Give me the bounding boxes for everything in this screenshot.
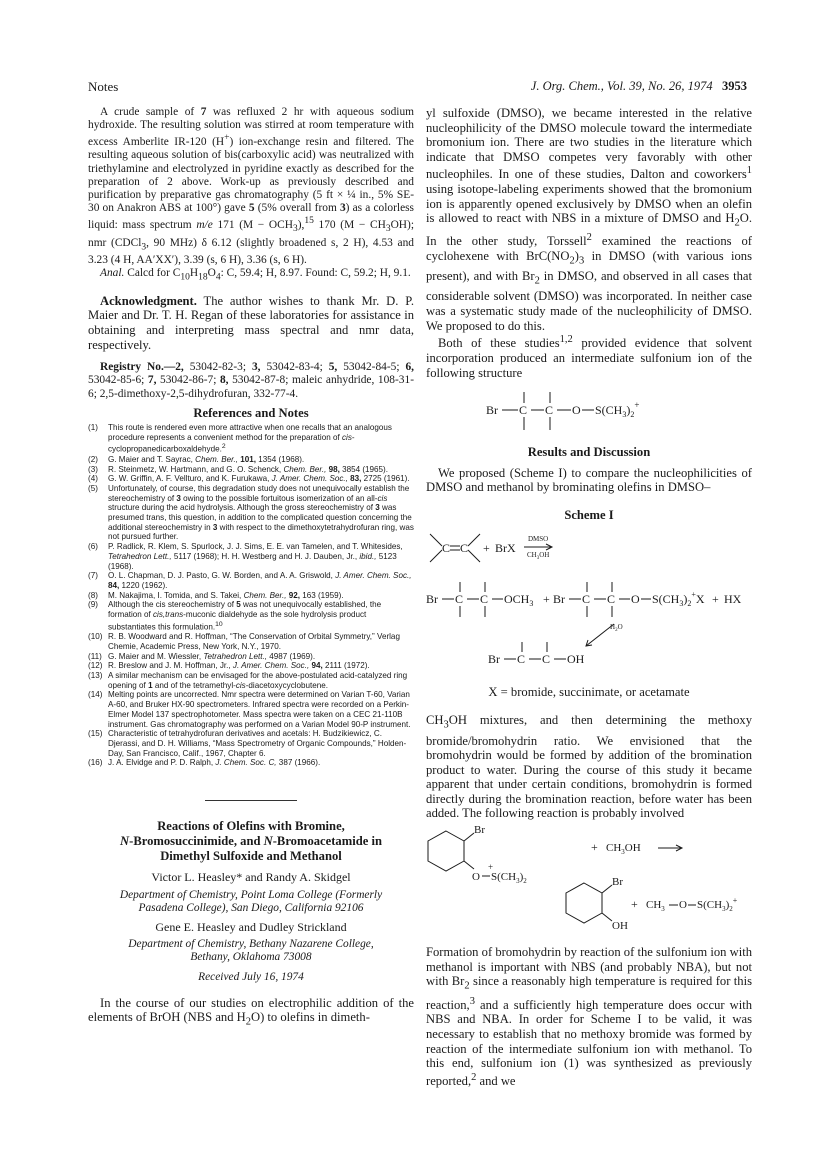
- scheme-brx: BrX: [495, 541, 516, 555]
- reference-number: (9): [88, 600, 98, 610]
- reference-text: R. Breslow and J. M. Hoffman, Jr., J. Amer. Chem. Soc., 94, 2111 (1972).: [108, 661, 370, 671]
- reference-number: (14): [88, 690, 103, 700]
- scheme-dmso: DMSO: [528, 535, 549, 543]
- reaction-product-oh: OH: [612, 920, 628, 933]
- analysis-paragraph: Anal. Calcd for $C_{10}H_{18}O_4$: C, 59.4; H, 8.97. Found: C, 59.2; H, 9.1.: [100, 267, 411, 283]
- reference-item: [88, 729, 414, 758]
- journal-citation: J. Org. Chem., Vol. 39, No. 26, 1974: [530, 79, 713, 93]
- reaction-product-o: O: [679, 899, 687, 912]
- scheme-prod2-br: Br: [553, 592, 565, 606]
- reaction-reactant-br: Br: [474, 824, 485, 837]
- reference-number: (2): [88, 454, 98, 464]
- scheme-prod3-br: Br: [488, 652, 500, 666]
- mixtures-paragraph: $CH_3OH$ mixtures, and then determining the methoxy bromide/bromohydrin ratio. We envisioned that the bromohydrin would be formed by addition of the bromination product to water. During the course of this study it became apparent that under certain conditions, bromohydrin is formed directly during the bromination reaction, before water has been added. The following reaction is probably involved: [426, 713, 752, 821]
- scheme-sulfonium: $S(CH_3)_2^+X$: [652, 590, 705, 608]
- reference-text: Although the cis stereochemistry of 5 was not unequivocally established, the formation of cis,trans-muconic dialdehyde as the sole hydrolysis product substantiates this formulation.$^{10}$: [108, 600, 382, 632]
- scheme-alkene-c1: C: [442, 541, 451, 555]
- reaction-plus-charge: +: [488, 862, 494, 873]
- authors-first: Victor L. Heasley* and Randy A. Skidgel: [151, 870, 351, 885]
- scheme-prod2-o: O: [631, 592, 640, 606]
- reaction-plus-2: +: [631, 897, 638, 912]
- results-heading: Results and Discussion: [527, 445, 651, 460]
- experimental-paragraph: A crude sample of 7 was refluxed 2 hr with aqueous sodium hydroxide. The resulting solution was stirred at room temperature with excess Amberlite IR-120 (H+) ion-exchange resin and filtered. The resulting aqueous solution of bis(carboxylic acid) was neutralized with triethylamine and electrolyzed in pyridine exactly as described for the preparation of 2 above. Work-up as previously described and purification by preparative gas chromatography (5 ft × ¼ in., 5% SE-30 on Anakron ABS at 100°) gave 5 (5% overall from 3) as a colorless liquid: mass spectrum m/e 171 $(M - OCH_3),^{15}$ 170 $(M - CH_3OH)$; nmr (CDCl$_3$, 90 MHz) δ 6.12 (slightly broadened s, 2 H), 4.53 and 3.23 (4 H, AA′XX′), 3.39 (s, 6 H), 3.36 (s, 6 H).: [88, 106, 414, 267]
- reference-number: (12): [88, 661, 103, 671]
- article-title: Reactions of Olefins with Bromine, N-Bromosuccinimide, and N-Bromoacetamide in Dimethyl Sulfoxide and Methanol: [120, 819, 382, 863]
- section-label: Notes: [88, 79, 119, 94]
- struct-o: O: [572, 403, 581, 418]
- references-list: [88, 423, 414, 768]
- reference-item: [88, 632, 414, 651]
- reference-number: (3): [88, 464, 98, 474]
- affiliation-first: Department of Chemistry, Point Loma College (Formerly Pasadena College), San Diego, California 92106: [119, 888, 383, 914]
- authors-second: Gene E. Heasley and Dudley Strickland: [155, 920, 347, 935]
- scheme-intro-paragraph: We proposed (Scheme I) to compare the nucleophilicities of DMSO and methanol by brominating olefins in DMSO–: [426, 465, 752, 495]
- reference-text: J. A. Elvidge and P. D. Ralph, J. Chem. Soc. C, 387 (1966).: [108, 758, 321, 768]
- struct-c1: C: [519, 403, 528, 418]
- intro-paragraph: yl sulfoxide (DMSO), we became interested in the relative nucleophilicity of the DMSO molecule toward the intermediate bromonium ion. There are two studies in the literature which indicate that DMSO competes very favorably with other nucleophiles. In one of these studies, Dalton and coworkers$^1$ using isotope-labeling experiments showed that the bromonium ion is apparently opened exclusively by DMSO when an olefin is allowed to react with NBS in a mixture of DMSO and $H_2O$. In the other study, Torssell$^2$ examined the reactions of cyclohexene with $BrC(NO_2)_3$ in DMSO (with various ions present), and with $Br_2$ in DMSO, and observed in all cases that considerable solvent (DMSO) was incorporated. In neither case was a systematic study made of the nucleophilicity of DMSO. We proposed to do this.: [426, 106, 752, 333]
- reference-number: (5): [88, 483, 98, 493]
- scheme-prod1-c2: C: [480, 592, 489, 606]
- reference-number: (1): [88, 423, 98, 433]
- reference-item: [88, 542, 414, 571]
- reference-number: (6): [88, 542, 98, 552]
- studies-paragraph: Both of these studies$^{1,2}$ provided evidence that solvent incorporation produced an intermediate sulfonium ion of the following structure: [426, 334, 752, 380]
- reference-item: [88, 671, 414, 690]
- scheme-plus-2: +: [543, 592, 550, 606]
- reference-item: [88, 690, 414, 729]
- reference-number: (13): [88, 671, 103, 681]
- reference-item: [88, 661, 414, 671]
- left-column: [88, 106, 414, 1031]
- struct-br: Br: [486, 403, 498, 418]
- scheme-plus: +: [483, 541, 490, 555]
- scheme-prod3-c1: C: [517, 652, 526, 666]
- reference-number: (11): [88, 651, 102, 661]
- running-header: [531, 79, 747, 94]
- opening-paragraph: In the course of our studies on electrophilic addition of the elements of BrOH (NBS and $H_2O$) to olefins in dimeth-: [88, 995, 414, 1028]
- article-divider: [205, 800, 297, 801]
- reference-item: [88, 652, 414, 662]
- sulfonium-structure: [426, 380, 752, 438]
- scheme-x-definition: X = bromide, succinimate, or acetamate: [488, 685, 690, 700]
- scheme-prod2-c1: C: [582, 592, 591, 606]
- reference-number: (8): [88, 590, 98, 600]
- reference-number: (4): [88, 474, 98, 484]
- reaction-ch3: $CH_3$: [646, 899, 665, 914]
- right-column: [426, 106, 752, 1089]
- reference-text: P. Radlick, R. Klem, S. Spurlock, J. J. Sims, E. E. van Tamelen, and T. Whitesides, Tetrahedron Lett., 5117 (1968); H. H. Westberg and H. J. Dauben, Jr., ibid., 5123 (1968).: [108, 542, 403, 571]
- reference-text: A similar mechanism can be envisaged for the above-postulated acid-catalyzed ring opening of 1 and of the tetramethyl-cis-diacetoxycyclobutene.: [108, 671, 408, 690]
- scheme-title: Scheme I: [564, 507, 614, 522]
- reference-item: [88, 484, 414, 542]
- reference-text: R. B. Woodward and R. Hoffman, “The Conservation of Orbital Symmetry,” Verlag Chemie, Academic Press, New York, N.Y., 1970.: [108, 632, 400, 651]
- received-date: Received July 16, 1974: [198, 970, 304, 983]
- page-number: 3953: [722, 79, 747, 93]
- reference-item: [88, 455, 414, 465]
- registry-numbers: Registry No.—2, 53042-82-3; 3, 53042-83-4; 5, 53042-84-5; 6, 53042-85-6; 7, 53042-86-7; 8, 53042-87-8; maleic anhydride, 108-31-6; 2,5-dimethoxy-2,5-dihydrofuran, 332-77-4.: [88, 361, 415, 400]
- reference-text: This route is rendered even more attractive when one recalls that an analogous procedure represents a convenient method for the preparation of cis-cyclopropanedicarboxaldehyde.$^2$: [108, 423, 392, 455]
- references-heading: References and Notes: [193, 405, 309, 420]
- reference-item: [88, 474, 414, 484]
- reference-item: [88, 758, 414, 768]
- reference-number: (10): [88, 632, 103, 642]
- scheme-prod1-br: Br: [426, 592, 438, 606]
- scheme-prod1-c1: C: [455, 592, 464, 606]
- reaction-reactant-s: $S(CH_3)_2$: [491, 871, 527, 886]
- struct-sulfonium: $S(CH_3)_2^+$: [595, 400, 640, 420]
- scheme-ch3oh: $CH_3OH$: [527, 551, 550, 561]
- reference-text: G. W. Griffin, A. F. Vellturo, and K. Furukawa, J. Amer. Chem. Soc., 83, 2725 (1961).: [108, 474, 410, 484]
- reference-item: [88, 571, 414, 590]
- reaction-methanol: $CH_3OH$: [606, 842, 641, 857]
- reference-number: (7): [88, 571, 98, 581]
- scheme-prod2-c2: C: [607, 592, 616, 606]
- reference-text: Melting points are uncorrected. Nmr spectra were determined on Varian T-60, Varian A-60, and Bruker HX-90 spectrometers. Infrared spectra were recorded on a Perkin-Elmer Model 137 spectrophotometer. Mass spectra were taken on a CEC 21-110B instrument. Gas chromatography was performed on a Varian Model 90-P instrument.: [108, 690, 411, 729]
- scheme-alkene-c2: C: [460, 541, 469, 555]
- scheme-h2o: $H_2O$: [610, 623, 623, 633]
- acknowledgment: Acknowledgment. The author wishes to thank Mr. D. P. Maier and Dr. T. H. Regan of these laboratories for assistance in obtaining and interpreting mass spectral and nmr data, respectively.: [88, 293, 414, 352]
- reference-item: [88, 465, 414, 475]
- formation-paragraph: Formation of bromohydrin by reaction of the sulfonium ion with methanol is important with NBS (and probably NBA), but not with $Br_2$ since a reasonably high temperature is required for this reaction,$^3$ and a sufficiently high temperature does occur with NBS and NBA. In order for Scheme I to be valid, it was necessary to establish that no methoxy bromide was formed by reaction of the intermediate sulfonium ion with methanol. To this end, sulfonium ion (1) was synthesized as previously reported,$^2$ and we: [426, 945, 752, 1088]
- reference-item: [88, 591, 414, 601]
- scheme-prod3-oh: OH: [567, 652, 585, 666]
- reference-item: [88, 423, 414, 455]
- reference-text: O. L. Chapman, D. J. Pasto, G. W. Borden, and A. A. Griswold, J. Amer. Chem. Soc., 84, 1220 (1962).: [108, 571, 412, 590]
- struct-c2: C: [545, 403, 554, 418]
- reaction-reactant-o: O: [472, 871, 480, 884]
- scheme-hx: HX: [724, 592, 742, 606]
- reaction-plus: +: [591, 840, 598, 855]
- sulfonium-reaction: [426, 821, 752, 933]
- reference-text: Unfortunately, of course, this degradation study does not unequivocally establish the stereochemistry of 3 owing to the possible fortuitous isomerization of an all-cis structure during the acid hydrolysis. Although the gross stereochemistry of 3 was presumed trans, this question, in addition to the complicated question concerning the additional stereochemistry in 3 with respect to the dimethoxytetrahydrofuran ring, was not pursued further.: [108, 483, 414, 542]
- scheme-diagram: [426, 524, 752, 674]
- reference-text: R. Steinmetz, W. Hartmann, and G. O. Schenck, Chem. Ber., 98, 3854 (1965).: [108, 464, 388, 474]
- reference-text: Characteristic of tetrahydrofuran derivatives and acetals: H. Budzikiewicz, C. Djerassi, and D. H. Williams, “Mass Spectrometry of Organic Compounds,” Holden-Day, San Francisco, Calif., 1967, Chapter 6.: [108, 729, 407, 758]
- reference-number: (16): [88, 758, 103, 768]
- reference-text: G. Maier and M. Wiessler, Tetrahedron Lett., 4987 (1969).: [108, 651, 316, 661]
- scheme-prod3-c2: C: [542, 652, 551, 666]
- reference-item: [88, 600, 414, 632]
- affiliation-second: Department of Chemistry, Bethany Nazarene College, Bethany, Oklahoma 73008: [128, 938, 374, 964]
- scheme-plus-3: +: [712, 592, 719, 606]
- reference-text: M. Nakajima, I. Tomida, and S. Takei, Chem. Ber., 92, 163 (1959).: [108, 590, 344, 600]
- reference-number: (15): [88, 729, 103, 739]
- reaction-product-br: Br: [612, 876, 623, 889]
- reference-text: G. Maier and T. Sayrac, Chem. Ber., 101, 1354 (1968).: [108, 454, 305, 464]
- reaction-product-s: $S(CH_3)_2^+$: [697, 896, 738, 914]
- scheme-och3: $OCH_3$: [504, 592, 534, 608]
